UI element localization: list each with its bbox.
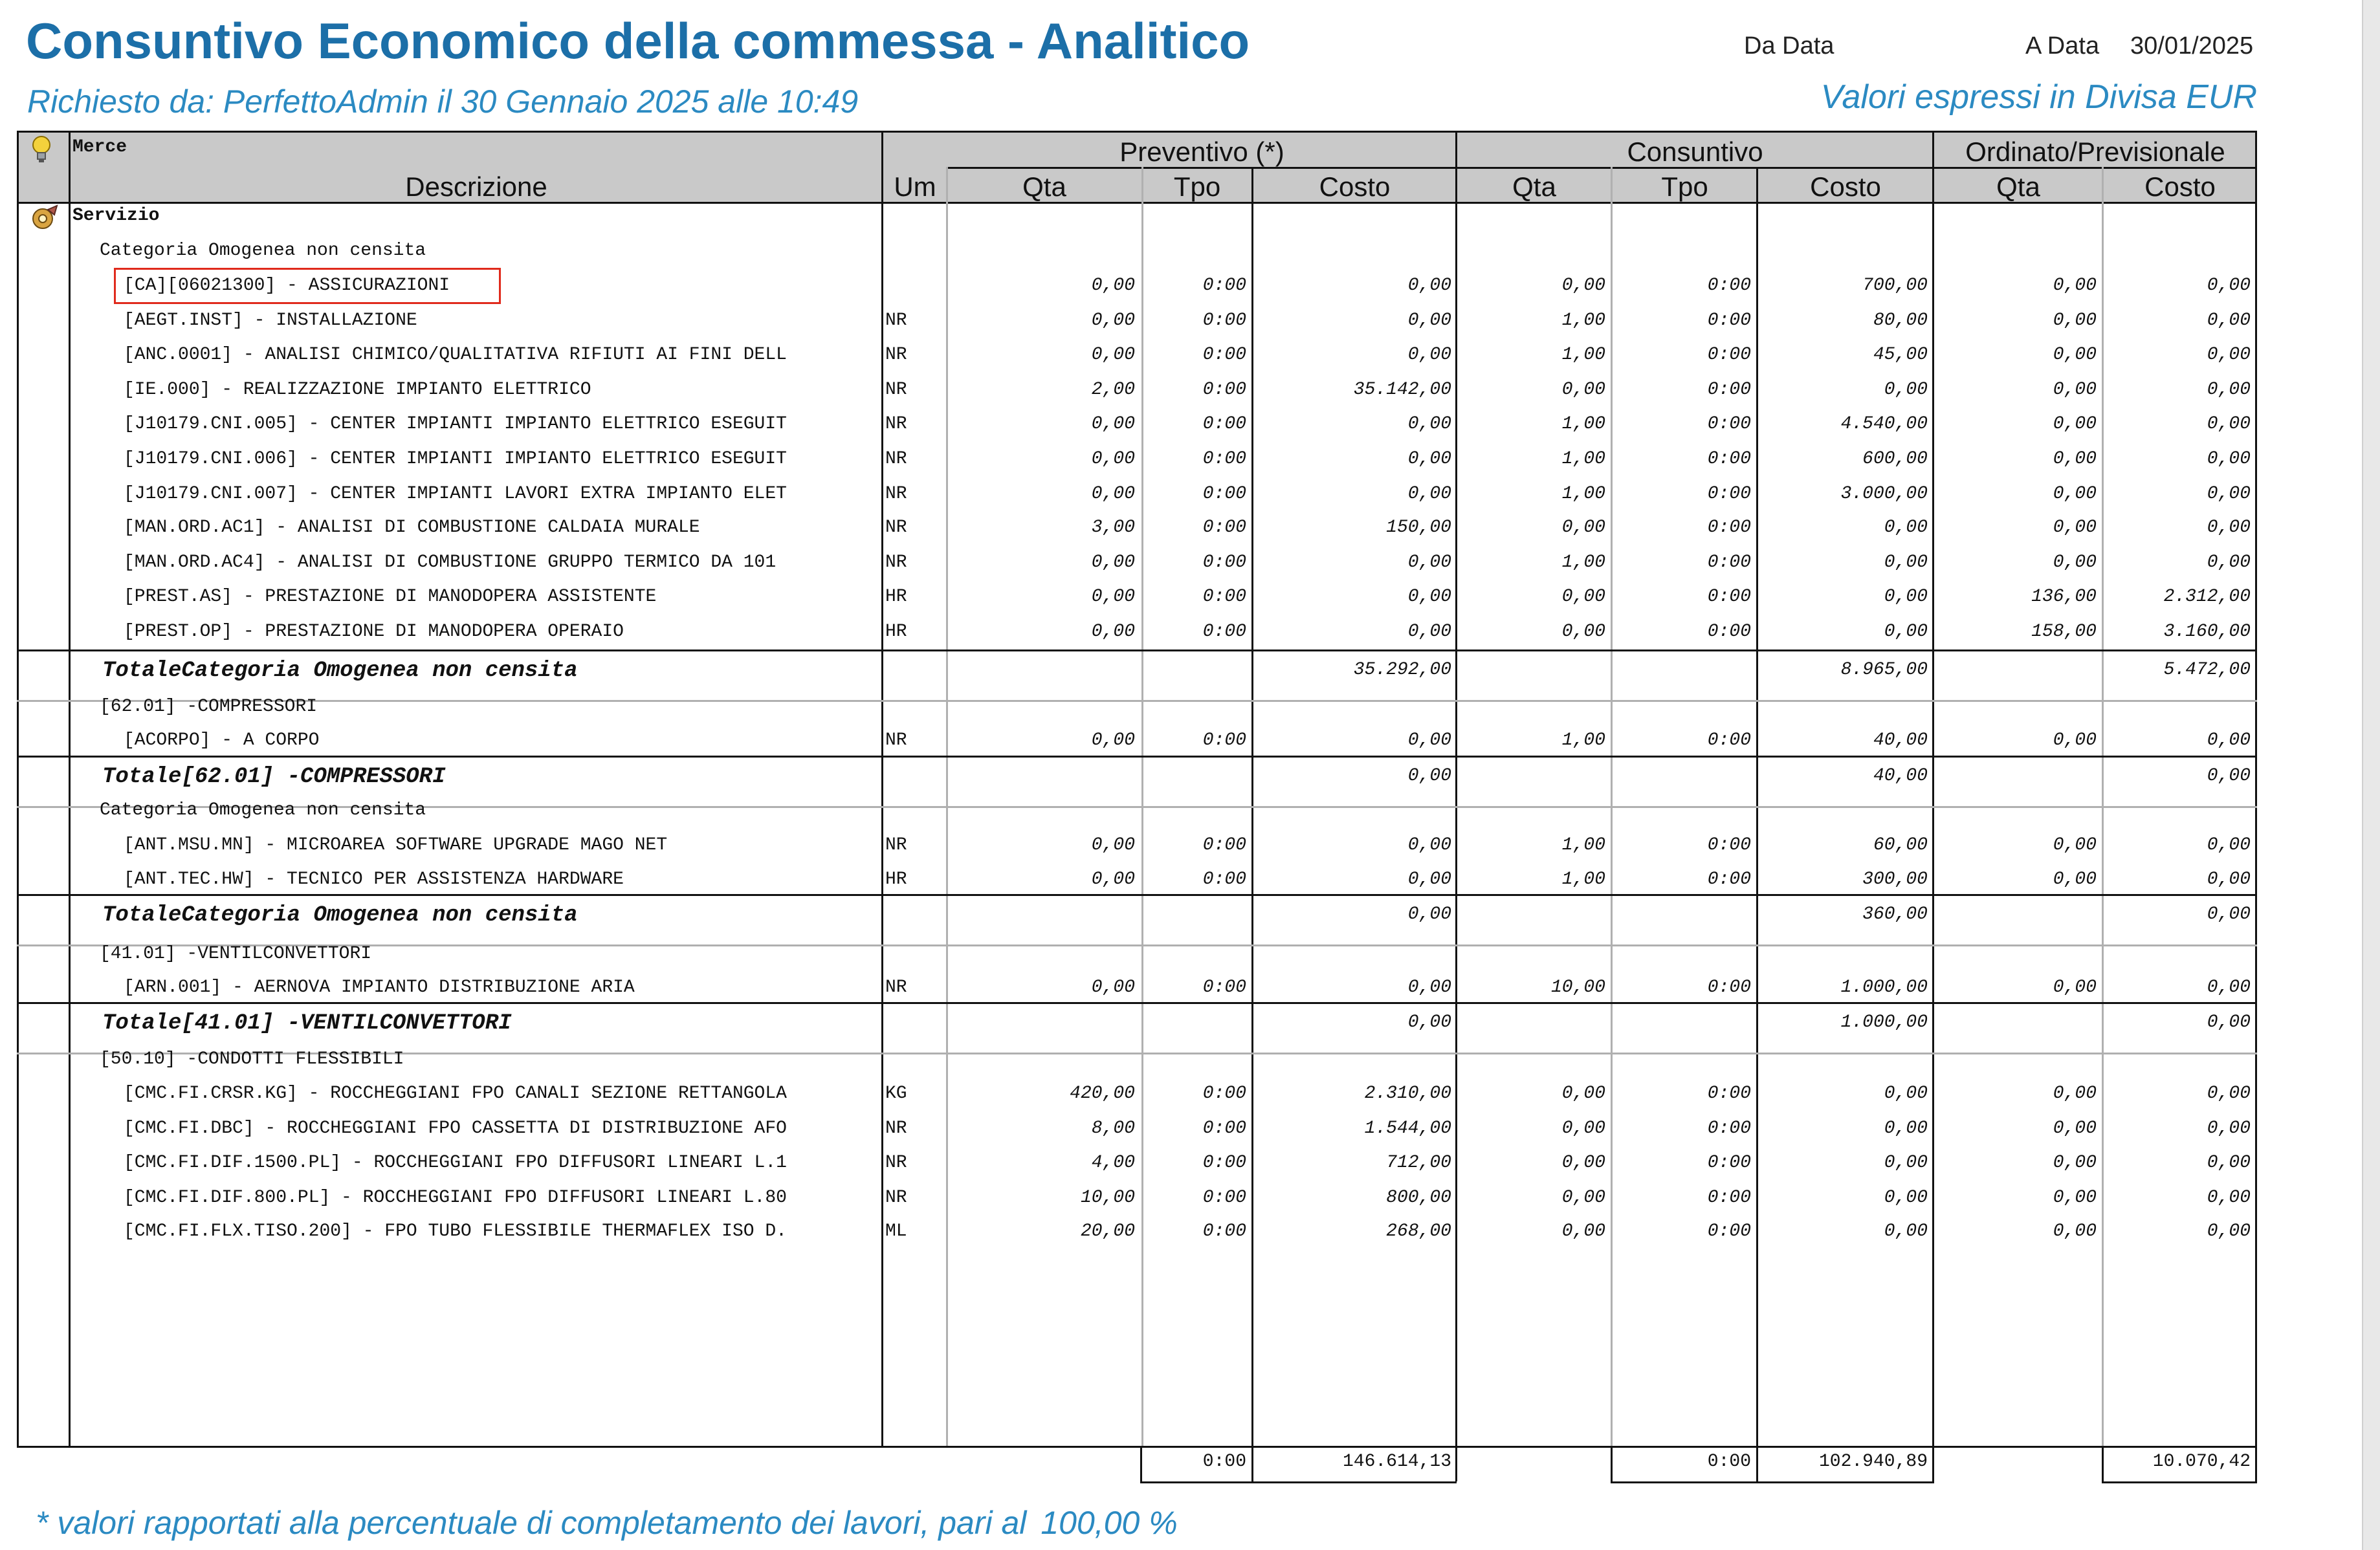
or-qta-value: 0,00 <box>2053 1153 2097 1173</box>
da-data-label: Da Data <box>1744 32 1835 60</box>
cs-tpo-value: 0:00 <box>1707 730 1751 750</box>
cs-tpo-value: 0:00 <box>1707 835 1751 855</box>
um-value: HR <box>885 587 907 607</box>
total-separator-line <box>17 649 2257 651</box>
cs-costo-value: 1.000,00 <box>1840 977 1928 998</box>
pv-tpo-value: 0:00 <box>1202 552 1246 573</box>
cs-costo-value: 0,00 <box>1884 1188 1928 1208</box>
pv-tpo-value: 0:00 <box>1202 484 1246 504</box>
header-um: Um <box>894 171 936 202</box>
pv-tpo-value: 0:00 <box>1202 1119 1246 1139</box>
or-costo-value: 0,00 <box>2207 977 2251 998</box>
pv-qta-value: 0,00 <box>1091 622 1135 642</box>
or-qta-value: 0,00 <box>2053 380 2097 400</box>
or-qta-value: 0,00 <box>2053 730 2097 750</box>
pv-qta-value: 0,00 <box>1091 587 1135 607</box>
item-description: [CMC.FI.FLX.TISO.200] - FPO TUBO FLESSIBILE THERMAFLEX ISO D. <box>124 1223 787 1241</box>
cs-costo-value: 0,00 <box>1884 380 1928 400</box>
cs-tpo-value: 0:00 <box>1707 977 1751 998</box>
pv-qta-value: 8,00 <box>1091 1119 1135 1139</box>
window-edge <box>2362 0 2380 1550</box>
pv-costo-value: 0,00 <box>1407 449 1451 469</box>
cs-costo-value: 700,00 <box>1862 276 1928 296</box>
cs-tpo-value: 0:00 <box>1707 345 1751 365</box>
lightbulb-icon <box>28 135 54 169</box>
table-bottom-border <box>17 1446 2257 1448</box>
um-value: KG <box>885 1084 907 1104</box>
or-costo-value: 0,00 <box>2207 1119 2251 1139</box>
cs-tpo-value: 0:00 <box>1707 311 1751 331</box>
item-description: [PREST.OP] - PRESTAZIONE DI MANODOPERA OPERAIO <box>124 623 624 641</box>
or-costo-total: 0,00 <box>2207 1012 2251 1032</box>
total-separator-line <box>17 1002 2257 1004</box>
pv-tpo-value: 0:00 <box>1202 1188 1246 1208</box>
item-description: [CMC.FI.DIF.1500.PL] - ROCCHEGGIANI FPO DIFFUSORI LINEARI L.1 <box>124 1154 787 1172</box>
item-description: [J10179.CNI.006] - CENTER IMPIANTI IMPIANTO ELETTRICO ESEGUIT <box>124 450 787 468</box>
total-label: TotaleCategoria Omogenea non censita <box>102 659 578 683</box>
pv-qta-value: 0,00 <box>1091 835 1135 855</box>
pv-tpo-value: 0:00 <box>1202 977 1246 998</box>
cs-tpo-border <box>1756 167 1758 1481</box>
um-value: NR <box>885 380 907 400</box>
or-costo-value: 0,00 <box>2207 1084 2251 1104</box>
um-value: NR <box>885 1153 907 1173</box>
header-cs-costo: Costo <box>1810 171 1881 202</box>
pv-costo-total: 0,00 <box>1407 1012 1451 1032</box>
pv-qta-value: 0,00 <box>1091 869 1135 890</box>
item-description: [PREST.AS] - PRESTAZIONE DI MANODOPERA ASSISTENTE <box>124 588 657 606</box>
currency-note: Valori espressi in Divisa EUR <box>1820 78 2257 116</box>
cs-costo-value: 300,00 <box>1862 869 1928 890</box>
um-value: NR <box>885 484 907 504</box>
um-value: NR <box>885 414 907 434</box>
total-after-line <box>17 700 2257 702</box>
gt-ordinato-box-bottom <box>2102 1481 2257 1483</box>
pv-costo-value: 712,00 <box>1386 1153 1451 1173</box>
item-description: [IE.000] - REALIZZAZIONE IMPIANTO ELETTRICO <box>124 381 591 399</box>
pv-qta-value: 0,00 <box>1091 484 1135 504</box>
header-descrizione: Descrizione <box>405 171 547 202</box>
pv-costo-value: 0,00 <box>1407 730 1451 750</box>
pv-costo-value: 0,00 <box>1407 414 1451 434</box>
group-label: Servizio <box>72 206 160 226</box>
or-qta-value: 136,00 <box>2031 587 2097 607</box>
cs-costo-value: 4.540,00 <box>1840 414 1928 434</box>
cs-tpo-value: 0:00 <box>1707 552 1751 573</box>
header-pv-qta: Qta <box>1022 171 1066 202</box>
pv-tpo-value: 0:00 <box>1202 587 1246 607</box>
um-value: NR <box>885 977 907 998</box>
cs-qta-value: 1,00 <box>1561 552 1605 573</box>
pv-qta-value: 0,00 <box>1091 345 1135 365</box>
item-description: [CA][06021300] - ASSICURAZIONI <box>124 277 450 295</box>
um-value: NR <box>885 345 907 365</box>
or-qta-value: 0,00 <box>2053 276 2097 296</box>
cs-costo-value: 3.000,00 <box>1840 484 1928 504</box>
cs-qta-value: 1,00 <box>1561 869 1605 890</box>
pv-tpo-value: 0:00 <box>1202 1221 1246 1241</box>
pv-tpo-value: 0:00 <box>1202 1153 1246 1173</box>
pv-costo-value: 0,00 <box>1407 835 1451 855</box>
or-qta-value: 0,00 <box>2053 311 2097 331</box>
category-label: [50.10] -CONDOTTI FLESSIBILI <box>100 1049 404 1069</box>
cs-costo-value: 0,00 <box>1884 518 1928 538</box>
um-value: NR <box>885 311 907 331</box>
descr-column-border <box>881 131 883 1446</box>
service-icon <box>28 203 60 237</box>
pv-costo-value: 0,00 <box>1407 869 1451 890</box>
group-label: Merce <box>72 137 127 157</box>
cs-qta-value: 0,00 <box>1561 380 1605 400</box>
cs-costo-value: 0,00 <box>1884 552 1928 573</box>
pv-tpo-value: 0:00 <box>1202 345 1246 365</box>
header-bottom-border <box>17 202 2257 204</box>
cs-qta-value: 0,00 <box>1561 1084 1605 1104</box>
gt-ordinato-box-right <box>2255 1446 2257 1481</box>
cs-costo-value: 45,00 <box>1873 345 1928 365</box>
cs-qta-value: 1,00 <box>1561 484 1605 504</box>
or-qta-value: 0,00 <box>2053 1188 2097 1208</box>
table-right-border <box>2255 131 2257 1446</box>
or-costo-value: 0,00 <box>2207 345 2251 365</box>
or-qta-value: 0,00 <box>2053 1221 2097 1241</box>
cs-qta-value: 1,00 <box>1561 311 1605 331</box>
cs-costo-value: 0,00 <box>1884 1221 1928 1241</box>
footer-note <box>36 1504 1178 1542</box>
footer-note-text: * valori rapportati alla percentuale di completamento dei lavori, pari al <box>36 1505 1027 1541</box>
item-description: [ACORPO] - A CORPO <box>124 732 320 750</box>
um-value: NR <box>885 1119 907 1139</box>
pv-costo-total: 0,00 <box>1407 904 1451 924</box>
item-description: [ARN.001] - AERNOVA IMPIANTO DISTRIBUZIONE ARIA <box>124 979 635 997</box>
item-description: [CMC.FI.DIF.800.PL] - ROCCHEGGIANI FPO DIFFUSORI LINEARI L.80 <box>124 1189 787 1207</box>
cs-qta-value: 10,00 <box>1550 977 1605 998</box>
gt-ordinato-box-left <box>2102 1446 2104 1481</box>
or-costo-value: 0,00 <box>2207 1221 2251 1241</box>
item-description: [AEGT.INST] - INSTALLAZIONE <box>124 312 417 330</box>
item-description: [J10179.CNI.005] - CENTER IMPIANTI IMPIANTO ELETTRICO ESEGUIT <box>124 415 787 433</box>
or-qta-value: 0,00 <box>2053 835 2097 855</box>
or-qta-value: 158,00 <box>2031 622 2097 642</box>
um-value: NR <box>885 835 907 855</box>
table-top-border <box>17 131 2257 133</box>
header-cs-qta: Qta <box>1512 171 1556 202</box>
gt-pv-costo: 146.614,13 <box>1342 1452 1451 1472</box>
pv-tpo-value: 0:00 <box>1202 449 1246 469</box>
um-value: NR <box>885 730 907 750</box>
cs-costo-value: 0,00 <box>1884 587 1928 607</box>
header-consuntivo: Consuntivo <box>1627 136 1763 167</box>
cs-qta-value: 1,00 <box>1561 345 1605 365</box>
total-separator-line <box>17 756 2257 758</box>
or-qta-value: 0,00 <box>2053 977 2097 998</box>
or-costo-total: 0,00 <box>2207 766 2251 786</box>
pv-costo-value: 0,00 <box>1407 484 1451 504</box>
pv-costo-value: 0,00 <box>1407 622 1451 642</box>
a-data-value: 30/01/2025 <box>2130 32 2254 60</box>
pv-costo-value: 35.142,00 <box>1353 380 1451 400</box>
gt-preventivo-box-bottom <box>1140 1481 1457 1483</box>
or-costo-value: 0,00 <box>2207 1153 2251 1173</box>
header-or-qta: Qta <box>1996 171 2040 202</box>
or-qta-value: 0,00 <box>2053 449 2097 469</box>
pv-qta-value: 0,00 <box>1091 414 1135 434</box>
pv-qta-value: 0,00 <box>1091 276 1135 296</box>
category-label: [62.01] -COMPRESSORI <box>100 697 318 717</box>
header-or-costo: Costo <box>2144 171 2216 202</box>
gt-consuntivo-box-left <box>1611 1446 1613 1481</box>
um-value: NR <box>885 449 907 469</box>
page-title: Consuntivo Economico della commessa - Analitico <box>26 12 1250 69</box>
pv-tpo-value: 0:00 <box>1202 622 1246 642</box>
pv-costo-value: 0,00 <box>1407 311 1451 331</box>
or-costo-value: 0,00 <box>2207 730 2251 750</box>
pv-tpo-border <box>1251 167 1253 1481</box>
cs-costo-value: 600,00 <box>1862 449 1928 469</box>
header-preventivo: Preventivo (*) <box>1119 136 1284 167</box>
report-table <box>17 131 2257 1472</box>
pv-qta-value: 420,00 <box>1070 1084 1135 1104</box>
cs-qta-value: 1,00 <box>1561 449 1605 469</box>
cs-tpo-value: 0:00 <box>1707 276 1751 296</box>
item-description: [J10179.CNI.007] - CENTER IMPIANTI LAVORI EXTRA IMPIANTO ELET <box>124 485 787 503</box>
pv-tpo-value: 0:00 <box>1202 835 1246 855</box>
cs-tpo-value: 0:00 <box>1707 380 1751 400</box>
pv-qta-value: 10,00 <box>1080 1188 1135 1208</box>
icon-column-border <box>69 131 71 1446</box>
or-costo-value: 0,00 <box>2207 276 2251 296</box>
or-costo-value: 0,00 <box>2207 380 2251 400</box>
pv-tpo-value: 0:00 <box>1202 276 1246 296</box>
gt-or-costo: 10.070,42 <box>2152 1452 2251 1472</box>
category-label: Categoria Omogenea non censita <box>100 241 426 261</box>
cs-qta-value: 1,00 <box>1561 730 1605 750</box>
um-value: NR <box>885 1188 907 1208</box>
pv-qta-value: 3,00 <box>1091 518 1135 538</box>
cs-qta-value: 1,00 <box>1561 414 1605 434</box>
pv-costo-total: 0,00 <box>1407 766 1451 786</box>
cs-tpo-value: 0:00 <box>1707 1188 1751 1208</box>
cs-tpo-value: 0:00 <box>1707 869 1751 890</box>
cs-costo-total: 360,00 <box>1862 904 1928 924</box>
cs-tpo-value: 0:00 <box>1707 449 1751 469</box>
requested-by: Richiesto da: PerfettoAdmin il 30 Gennaio 2025 alle 10:49 <box>27 83 859 120</box>
cs-qta-value: 1,00 <box>1561 835 1605 855</box>
cs-costo-value: 80,00 <box>1873 311 1928 331</box>
pv-tpo-value: 0:00 <box>1202 380 1246 400</box>
total-separator-line <box>17 894 2257 896</box>
or-costo-value: 0,00 <box>2207 449 2251 469</box>
pv-qta-value: 0,00 <box>1091 977 1135 998</box>
cs-qta-value: 0,00 <box>1561 276 1605 296</box>
pv-costo-value: 0,00 <box>1407 587 1451 607</box>
or-costo-value: 0,00 <box>2207 518 2251 538</box>
footer-percent: 100,00 % <box>1041 1505 1178 1541</box>
pv-qta-value: 2,00 <box>1091 380 1135 400</box>
cs-costo-value: 60,00 <box>1873 835 1928 855</box>
category-label: Categoria Omogenea non censita <box>100 800 426 820</box>
or-costo-value: 0,00 <box>2207 1188 2251 1208</box>
table-left-border <box>17 131 19 1446</box>
pv-costo-value: 0,00 <box>1407 977 1451 998</box>
or-qta-value: 0,00 <box>2053 869 2097 890</box>
pv-tpo-value: 0:00 <box>1202 311 1246 331</box>
total-label: TotaleCategoria Omogenea non censita <box>102 903 578 928</box>
gt-cs-costo: 102.940,89 <box>1818 1452 1928 1472</box>
pv-tpo-value: 0:00 <box>1202 1084 1246 1104</box>
cs-tpo-value: 0:00 <box>1707 484 1751 504</box>
pv-qta-value: 0,00 <box>1091 730 1135 750</box>
or-qta-value: 0,00 <box>2053 1119 2097 1139</box>
gt-pv-tpo: 0:00 <box>1202 1452 1246 1472</box>
item-description: [CMC.FI.DBC] - ROCCHEGGIANI FPO CASSETTA DI DISTRIBUZIONE AFO <box>124 1120 787 1138</box>
or-qta-value: 0,00 <box>2053 414 2097 434</box>
cs-costo-total: 8.965,00 <box>1840 660 1928 680</box>
cs-tpo-value: 0:00 <box>1707 1084 1751 1104</box>
pv-qta-value: 4,00 <box>1091 1153 1135 1173</box>
item-description: [CMC.FI.CRSR.KG] - ROCCHEGGIANI FPO CANALI SEZIONE RETTANGOLA <box>124 1085 787 1103</box>
or-costo-value: 3.160,00 <box>2163 622 2251 642</box>
gt-cs-tpo: 0:00 <box>1707 1452 1751 1472</box>
or-qta-value: 0,00 <box>2053 345 2097 365</box>
pv-tpo-value: 0:00 <box>1202 518 1246 538</box>
pv-qta-value: 0,00 <box>1091 552 1135 573</box>
pv-costo-value: 800,00 <box>1386 1188 1451 1208</box>
or-costo-value: 0,00 <box>2207 311 2251 331</box>
pv-costo-total: 35.292,00 <box>1353 660 1451 680</box>
item-description: [ANT.MSU.MN] - MICROAREA SOFTWARE UPGRADE MAGO NET <box>124 836 668 855</box>
pv-tpo-value: 0:00 <box>1202 730 1246 750</box>
or-qta-value: 0,00 <box>2053 484 2097 504</box>
pv-costo-value: 0,00 <box>1407 345 1451 365</box>
total-label: Totale[41.01] -VENTILCONVETTORI <box>102 1011 512 1036</box>
pv-qta-value: 0,00 <box>1091 449 1135 469</box>
um-value: ML <box>885 1221 907 1241</box>
pv-costo-value: 150,00 <box>1386 518 1451 538</box>
cs-tpo-value: 0:00 <box>1707 622 1751 642</box>
pv-qta-value: 20,00 <box>1080 1221 1135 1241</box>
header-ordinato: Ordinato/Previsionale <box>1965 136 2225 167</box>
or-costo-total: 5.472,00 <box>2163 660 2251 680</box>
gt-consuntivo-box-bottom <box>1611 1481 1934 1483</box>
cs-tpo-value: 0:00 <box>1707 414 1751 434</box>
cs-costo-value: 0,00 <box>1884 1153 1928 1173</box>
cs-qta-value: 0,00 <box>1561 1188 1605 1208</box>
header-group-divider <box>947 167 2257 169</box>
or-costo-value: 0,00 <box>2207 552 2251 573</box>
cs-tpo-value: 0:00 <box>1707 587 1751 607</box>
cs-costo-value: 0,00 <box>1884 1084 1928 1104</box>
cs-qta-value: 0,00 <box>1561 1221 1605 1241</box>
or-costo-total: 0,00 <box>2207 904 2251 924</box>
pv-costo-value: 268,00 <box>1386 1221 1451 1241</box>
cs-tpo-value: 0:00 <box>1707 1119 1751 1139</box>
cs-tpo-value: 0:00 <box>1707 1153 1751 1173</box>
header-cs-tpo: Tpo <box>1661 171 1708 202</box>
item-description: [ANC.0001] - ANALISI CHIMICO/QUALITATIVA RIFIUTI AI FINI DELL <box>124 346 787 364</box>
item-description: [MAN.ORD.AC4] - ANALISI DI COMBUSTIONE GRUPPO TERMICO DA 101 <box>124 554 777 572</box>
cs-costo-total: 1.000,00 <box>1840 1012 1928 1032</box>
or-costo-value: 0,00 <box>2207 414 2251 434</box>
cs-qta-value: 0,00 <box>1561 622 1605 642</box>
a-data-label: A Data <box>2025 32 2100 60</box>
pv-costo-value: 2.310,00 <box>1364 1084 1451 1104</box>
pv-qta-value: 0,00 <box>1091 311 1135 331</box>
cs-costo-value: 0,00 <box>1884 622 1928 642</box>
cs-qta-value: 0,00 <box>1561 1119 1605 1139</box>
cs-costo-total: 40,00 <box>1873 766 1928 786</box>
highlighted-item-box <box>114 268 501 304</box>
cs-costo-value: 40,00 <box>1873 730 1928 750</box>
um-value: HR <box>885 869 907 890</box>
cs-qta-value: 0,00 <box>1561 587 1605 607</box>
header-pv-costo: Costo <box>1319 171 1391 202</box>
um-value: NR <box>885 518 907 538</box>
category-label: [41.01] -VENTILCONVETTORI <box>100 944 372 964</box>
total-label: Totale[62.01] -COMPRESSORI <box>102 765 446 789</box>
or-costo-value: 0,00 <box>2207 484 2251 504</box>
pv-tpo-value: 0:00 <box>1202 414 1246 434</box>
um-value: HR <box>885 622 907 642</box>
cs-qta-value: 0,00 <box>1561 518 1605 538</box>
gt-preventivo-box-left <box>1140 1446 1142 1481</box>
or-qta-value: 0,00 <box>2053 518 2097 538</box>
cs-tpo-value: 0:00 <box>1707 1221 1751 1241</box>
cs-qta-value: 0,00 <box>1561 1153 1605 1173</box>
cs-costo-value: 0,00 <box>1884 1119 1928 1139</box>
or-qta-value: 0,00 <box>2053 1084 2097 1104</box>
pv-tpo-value: 0:00 <box>1202 869 1246 890</box>
pv-costo-value: 1.544,00 <box>1364 1119 1451 1139</box>
or-costo-value: 2.312,00 <box>2163 587 2251 607</box>
or-qta-value: 0,00 <box>2053 552 2097 573</box>
pv-costo-value: 0,00 <box>1407 276 1451 296</box>
or-costo-value: 0,00 <box>2207 869 2251 890</box>
or-costo-value: 0,00 <box>2207 835 2251 855</box>
header-pv-tpo: Tpo <box>1173 171 1221 202</box>
item-description: [MAN.ORD.AC1] - ANALISI DI COMBUSTIONE CALDAIA MURALE <box>124 519 700 537</box>
item-description: [ANT.TEC.HW] - TECNICO PER ASSISTENZA HARDWARE <box>124 871 624 889</box>
um-value: NR <box>885 552 907 573</box>
cs-tpo-value: 0:00 <box>1707 518 1751 538</box>
pv-costo-value: 0,00 <box>1407 552 1451 573</box>
